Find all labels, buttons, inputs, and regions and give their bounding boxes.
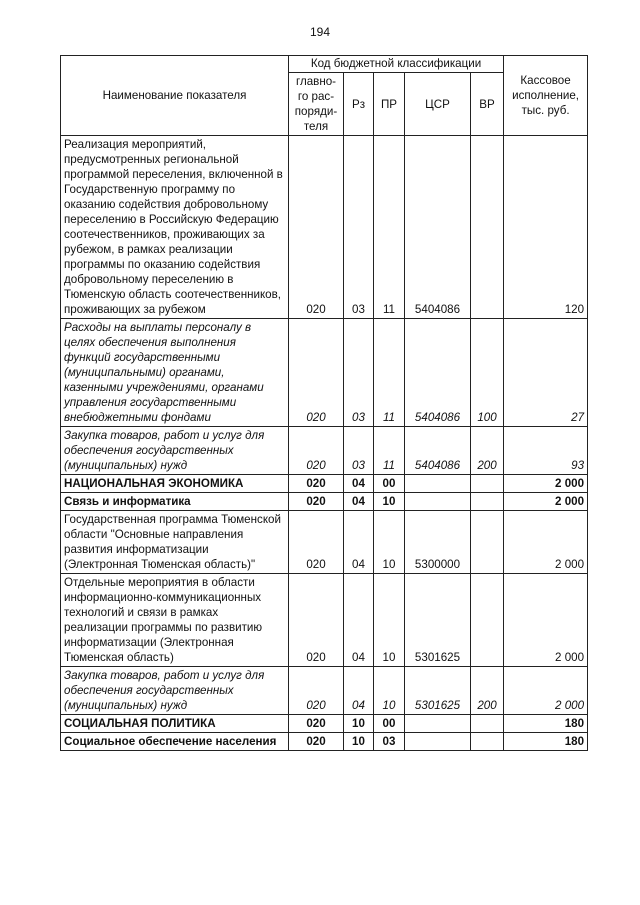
row-main-manager: 020 bbox=[289, 493, 344, 511]
row-name: Государственная программа Тюменской области "Основные направления развития информатизации (Электронная Тюменская область)" bbox=[61, 511, 289, 574]
table-row bbox=[61, 574, 588, 667]
row-vr: 100 bbox=[471, 319, 504, 427]
row-name: Закупка товаров, работ и услуг для обеспечения государственных (муниципальных) нужд bbox=[61, 667, 289, 715]
row-rz: 04 bbox=[344, 511, 374, 574]
table-row bbox=[61, 319, 588, 427]
row-name: НАЦИОНАЛЬНАЯ ЭКОНОМИКА bbox=[61, 475, 289, 493]
row-pr: 11 bbox=[374, 427, 405, 475]
row-vr: 200 bbox=[471, 427, 504, 475]
header-csr: ЦСР bbox=[405, 73, 471, 136]
row-name: Закупка товаров, работ и услуг для обеспечения государственных (муниципальных) нужд bbox=[61, 427, 289, 475]
row-vr bbox=[471, 136, 504, 319]
row-main-manager: 020 bbox=[289, 511, 344, 574]
row-rz: 04 bbox=[344, 574, 374, 667]
row-name: Связь и информатика bbox=[61, 493, 289, 511]
table-row bbox=[61, 493, 588, 511]
row-amount: 93 bbox=[504, 427, 588, 475]
header-rz: Рз bbox=[344, 73, 374, 136]
table-row bbox=[61, 475, 588, 493]
row-pr: 10 bbox=[374, 667, 405, 715]
table-row bbox=[61, 136, 588, 319]
row-csr bbox=[405, 475, 471, 493]
row-main-manager: 020 bbox=[289, 715, 344, 733]
row-main-manager: 020 bbox=[289, 667, 344, 715]
row-name: Расходы на выплаты персоналу в целях обеспечения выполнения функций государственными (муниципальными) органами, казенными учреждениями, органами управления государственными внебюджетными фондами bbox=[61, 319, 289, 427]
row-main-manager: 020 bbox=[289, 733, 344, 751]
row-csr: 5404086 bbox=[405, 136, 471, 319]
row-amount: 2 000 bbox=[504, 511, 588, 574]
table-row bbox=[61, 715, 588, 733]
row-main-manager: 020 bbox=[289, 319, 344, 427]
row-rz: 04 bbox=[344, 667, 374, 715]
row-vr bbox=[471, 715, 504, 733]
row-amount: 2 000 bbox=[504, 493, 588, 511]
row-vr bbox=[471, 511, 504, 574]
row-rz: 04 bbox=[344, 475, 374, 493]
row-rz: 03 bbox=[344, 319, 374, 427]
row-rz: 04 bbox=[344, 493, 374, 511]
header-vr: ВР bbox=[471, 73, 504, 136]
row-amount: 2 000 bbox=[504, 574, 588, 667]
row-vr bbox=[471, 574, 504, 667]
row-name: Реализация мероприятий, предусмотренных региональной программой переселения, включенной в Государственную программу по оказанию содействия добровольному переселению в Российскую Федерацию соотечественников, проживающих за рубежом, в рамках реализации программы по оказанию содействия добровольному переселению в Тюменскую область соотечественников, проживающих за рубежом bbox=[61, 136, 289, 319]
row-pr: 10 bbox=[374, 574, 405, 667]
table-row bbox=[61, 511, 588, 574]
table-row bbox=[61, 733, 588, 751]
row-pr: 10 bbox=[374, 511, 405, 574]
row-csr: 5301625 bbox=[405, 667, 471, 715]
row-vr bbox=[471, 493, 504, 511]
row-main-manager: 020 bbox=[289, 427, 344, 475]
row-rz: 10 bbox=[344, 733, 374, 751]
header-pr: ПР bbox=[374, 73, 405, 136]
row-vr: 200 bbox=[471, 667, 504, 715]
row-name: Отдельные мероприятия в области информационно-коммуникационных технологий и связи в рамках реализации программы по развитию информатизации (Электронная Тюменская область) bbox=[61, 574, 289, 667]
row-main-manager: 020 bbox=[289, 574, 344, 667]
row-csr: 5404086 bbox=[405, 319, 471, 427]
row-csr: 5300000 bbox=[405, 511, 471, 574]
row-rz: 10 bbox=[344, 715, 374, 733]
table-body bbox=[61, 136, 588, 751]
row-csr: 5301625 bbox=[405, 574, 471, 667]
row-pr: 00 bbox=[374, 715, 405, 733]
row-pr: 10 bbox=[374, 493, 405, 511]
row-csr bbox=[405, 715, 471, 733]
row-pr: 11 bbox=[374, 136, 405, 319]
row-amount: 180 bbox=[504, 733, 588, 751]
row-amount: 180 bbox=[504, 715, 588, 733]
row-csr bbox=[405, 733, 471, 751]
budget-table bbox=[60, 55, 588, 751]
row-vr bbox=[471, 733, 504, 751]
header-amount: Кассовое исполнение, тыс. руб. bbox=[504, 56, 588, 136]
header-main-manager: главно-го рас-поряди-теля bbox=[289, 73, 344, 136]
header-name: Наименование показателя bbox=[61, 56, 289, 136]
row-pr: 11 bbox=[374, 319, 405, 427]
row-csr: 5404086 bbox=[405, 427, 471, 475]
row-csr bbox=[405, 493, 471, 511]
page-number: 194 bbox=[309, 25, 331, 39]
table-row bbox=[61, 667, 588, 715]
row-rz: 03 bbox=[344, 427, 374, 475]
table-row bbox=[61, 427, 588, 475]
row-name: Социальное обеспечение населения bbox=[61, 733, 289, 751]
row-amount: 2 000 bbox=[504, 475, 588, 493]
row-amount: 2 000 bbox=[504, 667, 588, 715]
row-main-manager: 020 bbox=[289, 475, 344, 493]
header-budget-code-group: Код бюджетной классификации bbox=[289, 56, 504, 73]
row-name: СОЦИАЛЬНАЯ ПОЛИТИКА bbox=[61, 715, 289, 733]
row-vr bbox=[471, 475, 504, 493]
row-pr: 03 bbox=[374, 733, 405, 751]
row-pr: 00 bbox=[374, 475, 405, 493]
row-amount: 27 bbox=[504, 319, 588, 427]
row-amount: 120 bbox=[504, 136, 588, 319]
row-rz: 03 bbox=[344, 136, 374, 319]
row-main-manager: 020 bbox=[289, 136, 344, 319]
